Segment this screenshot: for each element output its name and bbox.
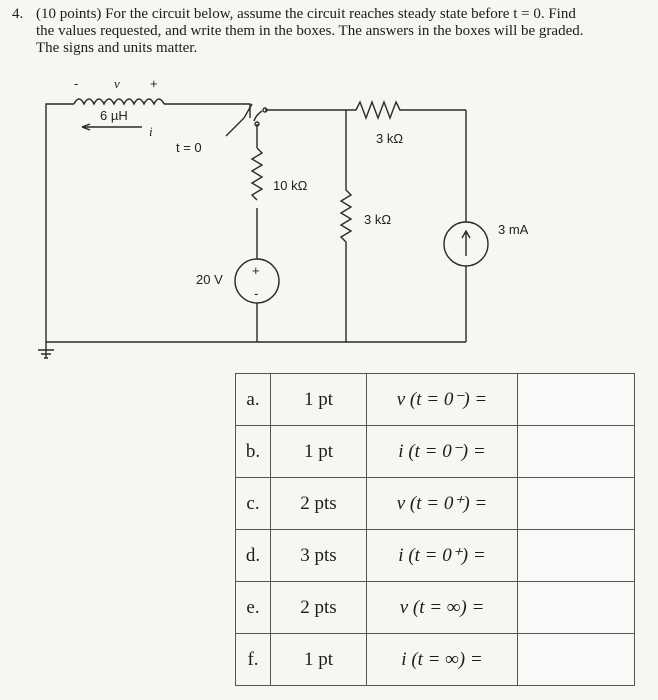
part-letter: b.	[236, 426, 271, 478]
part-letter: e.	[236, 582, 271, 634]
answer-box-f[interactable]	[518, 634, 635, 686]
answer-box-c[interactable]	[518, 478, 635, 530]
part-points: 1 pt	[271, 426, 367, 478]
resistor-3k-top-label: 3 kΩ	[376, 131, 404, 146]
problem-number: 4.	[12, 6, 24, 22]
current-source-arrow	[462, 231, 470, 256]
table-row	[236, 374, 635, 426]
part-points: 1 pt	[271, 374, 367, 426]
part-points: 3 pts	[271, 530, 367, 582]
source-plus-label: +	[252, 263, 260, 278]
part-letter: f.	[236, 634, 271, 686]
problem-text-1: (10 points) For the circuit below, assume the circuit reaches steady state before t = 0. Find	[36, 6, 576, 22]
part-expression: i (t = ∞) =	[367, 634, 518, 686]
answer-box-d[interactable]	[518, 530, 635, 582]
part-letter: c.	[236, 478, 271, 530]
table-row	[236, 530, 635, 582]
part-expression: v (t = 0⁺) =	[367, 478, 518, 530]
part-letter: a.	[236, 374, 271, 426]
table-row	[236, 478, 635, 530]
current-var-label: i	[149, 124, 153, 139]
voltage-var-label: v	[114, 76, 120, 91]
switch-label: t = 0	[176, 140, 202, 155]
answer-box-a[interactable]	[518, 374, 635, 426]
resistor-3k-mid-zigzag	[341, 120, 351, 342]
part-letter: d.	[236, 530, 271, 582]
table-row	[236, 426, 635, 478]
resistor-3k-top-zigzag	[346, 102, 466, 118]
table-row	[236, 634, 635, 686]
part-points: 2 pts	[271, 478, 367, 530]
part-points: 1 pt	[271, 634, 367, 686]
voltage-minus-label: -	[74, 76, 79, 91]
resistor-10k-label: 10 kΩ	[273, 178, 308, 193]
ground-symbol	[38, 342, 54, 358]
current-source-label: 3 mA	[498, 222, 529, 237]
part-expression: v (t = 0⁻) =	[367, 374, 518, 426]
answer-box-e[interactable]	[518, 582, 635, 634]
source-minus-label: -	[254, 286, 259, 301]
part-points: 2 pts	[271, 582, 367, 634]
voltage-plus-label: +	[150, 76, 158, 91]
inductor-label: 6 µH	[100, 108, 128, 123]
voltage-source-label: 20 V	[196, 272, 223, 287]
part-expression: v (t = ∞) =	[367, 582, 518, 634]
problem-line-2: the values requested, and write them in the boxes. The answers in the boxes will be graded.	[36, 23, 584, 39]
resistor-3k-mid-label: 3 kΩ	[364, 212, 392, 227]
table-row	[236, 582, 635, 634]
answer-table	[235, 373, 635, 686]
part-expression: i (t = 0⁻) =	[367, 426, 518, 478]
part-expression: i (t = 0⁺) =	[367, 530, 518, 582]
inductor-coil	[74, 99, 164, 104]
answer-box-b[interactable]	[518, 426, 635, 478]
resistor-10k-zigzag	[252, 148, 262, 200]
problem-line-3: The signs and units matter.	[36, 40, 198, 56]
